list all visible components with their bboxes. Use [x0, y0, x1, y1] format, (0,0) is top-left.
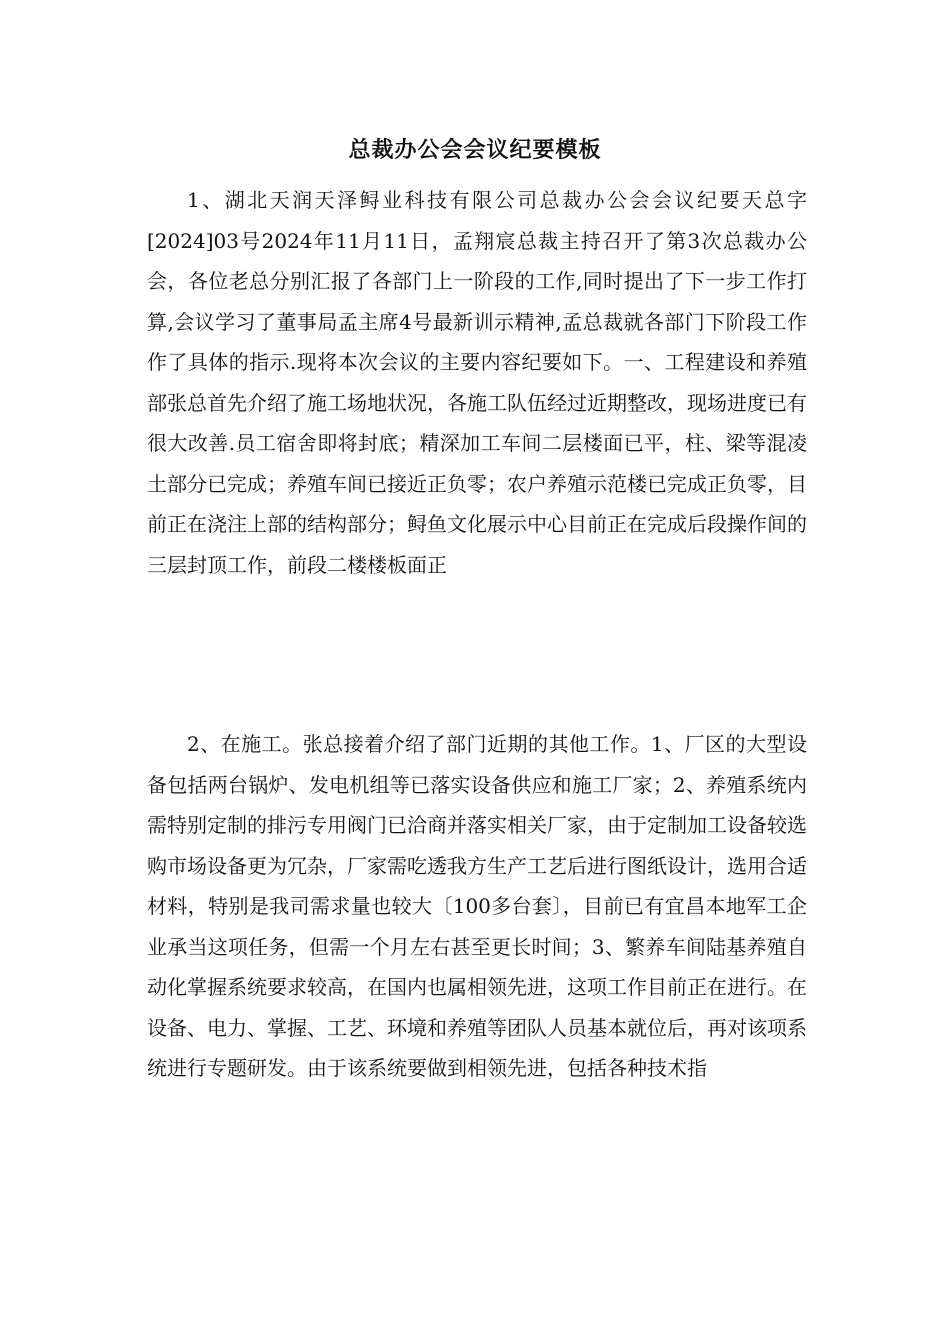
paragraph-2: 2、在施工。张总接着介绍了部门近期的其他工作。1、厂区的大型设备包括两台锅炉、发电机组等已落实设备供应和施工厂家；2、养殖系统内需特别定制的排污专用阀门已洽商并落实相关厂家，由于定制加工设备较选购市场设备更为冗杂，厂家需吃透我方生产工艺后进行图纸设计，选用合适材料，特别是我司需求量也较大〔100多台套〕，目前已有宜昌本地军工企业承当这项任务，但需一个月左右甚至更长时间；3、繁养车间陆基养殖自动化掌握系统要求较高，在国内也属相领先进，这项工作目前正在进行。在设备、电力、掌握、工艺、环境和养殖等团队人员基本就位后，再对该项系统进行专题研发。由于该系统要做到相领先进，包括各种技术指 — [147, 732, 807, 1080]
paragraph-1: 1、湖北天润天泽鲟业科技有限公司总裁办公会会议纪要天总字[2024]03号2024年11月11日，孟翔宸总裁主持召开了第3次总裁办公会，各位老总分别汇报了各部门上一阶段的工作,同时提出了下一步工作打算,会议学习了董事局孟主席4号最新训示精神,孟总裁就各部门下阶段工作作了具体的指示.现将本次会议的主要内容纪要如下。一、工程建设和养殖部张总首先介绍了施工场地状况，各施工队伍经过近期整改，现场进度已有很大改善.员工宿舍即将封底；精深加工车间二层楼面已平，柱、梁等混凌土部分已完成；养殖车间已接近正负零；农户养殖示范楼已完成正负零，目前正在浇注上部的结构部分；鲟鱼文化展示中心目前正在完成后段操作间的三层封顶工作，前段二楼楼板面正 — [147, 188, 807, 577]
document-title: 总裁办公会会议纪要模板 — [348, 137, 602, 163]
